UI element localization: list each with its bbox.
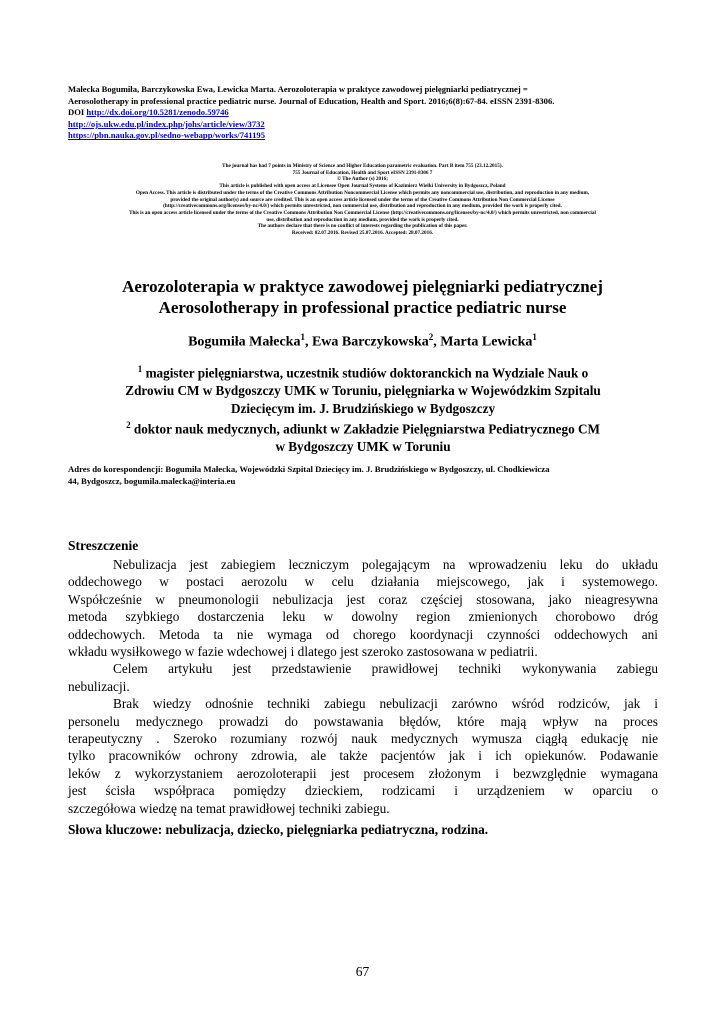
citation-line: Aerosolotherapy in professional practice pediatric nurse. Journal of Education, Health and Sport. 2016;6(8):67-84. eISSN 2391-8306. — [68, 95, 555, 106]
affiliations-block — [68, 361, 658, 456]
journal-info-line: Received: 02.07.2016. Revised 25.07.2016. Accepted: 28.07.2016. — [291, 230, 434, 237]
correspondence-address — [68, 463, 658, 487]
keywords: Słowa kluczowe: nebulizacja, dziecko, pielęgniarka pediatryczna, rodzina. — [68, 822, 489, 837]
journal-info-line: (http://creativecommons.org/licenses/by-nc/4.0/) which permits unrestricted, non commercial use, distribution and reproduction in any medium, provided the work is properly cited. — [163, 203, 562, 210]
journal-info-line: provided the original author(s) and source are credited. This is an open access article licensed under the terms of the Creative Commons Attribution Non Commercial License — [170, 196, 555, 203]
journal-info-line: The authors declare that there is no conflict of interests regarding the publication of this paper. — [257, 223, 468, 230]
abstract-line: personelu medycznego prowadzi do powstawania błędów, które mają wpływ na proces — [68, 713, 658, 729]
abstract-line: Brak wiedzy odnośnie techniki zabiegu nebulizacji zarówno wśród rodziców, jak i — [113, 696, 658, 712]
abstract-line: oddechowego w postaci aerozolu w celu działania miejscowego, jak i systemowego. — [68, 574, 658, 590]
journal-info-block — [60, 163, 665, 237]
abstract-line: oddechowych. Metoda ta nie wymaga od chorego koordynacji czynności oddechowych ani — [68, 626, 658, 642]
journal-article-link[interactable]: http://ojs.ukw.edu.pl/index.php/johs/article/view/3732 — [68, 118, 265, 129]
journal-info-line: © The Author (s) 2016; — [337, 176, 388, 183]
abstract-line: leków z wykorzystaniem aerozoloterapii jest procesem złożonym i bezwzględnie wymagana — [68, 765, 658, 781]
correspondence-line: 44, Bydgoszcz, bogumila.malecka@interia.eu — [68, 476, 236, 486]
abstract-line: nebulizacji. — [68, 678, 130, 694]
journal-info-line: This is an open access article licensed under the terms of the Creative Commons Attribution Non Commercial License (http://creativecommons.org/licenses/by-nc/4.0/) which permits unrestricted, non commercial — [129, 209, 596, 216]
pbn-link[interactable]: https://pbn.nauka.gov.pl/sedno-webapp/works/741195 — [68, 130, 266, 141]
citation-line: Małecka Bogumiła, Barczykowska Ewa, Lewicka Marta. Aerozoloterapia w praktyce zawodowej pielęgniarki pediatrycznej = — [68, 84, 528, 94]
abstract-body — [68, 556, 658, 817]
title-english: Aerosolotherapy in professional practice pediatric nurse — [158, 298, 567, 317]
doi-link[interactable]: http://dx.doi.org/10.5281/zenodo.59746 — [86, 107, 229, 118]
journal-info-line: use, distribution and reproduction in any medium, provided the work is properly cited. — [266, 216, 459, 223]
correspondence-line: Adres do korespondencji: Bogumiła Małecka, Wojewódzki Szpital Dziecięcy im. J. Brudzińskiego w Bydgoszczy, ul. Chodkiewicza — [68, 464, 550, 474]
citation-block — [68, 84, 658, 142]
affiliation-line: $^1$ magister pielęgniarstwa, uczestnik studiów doktoranckich na Wydziale Nauk o — [137, 364, 589, 381]
abstract-line: Nebulizacja jest zabiegiem leczniczym polegającym na wprowadzeniu leku do układu — [113, 557, 658, 572]
journal-info-line: The journal has had 7 points in Ministry of Science and Higher Education parametric evaluation. Part B item 755 (23.12.2015). — [222, 163, 503, 169]
abstract-line: Współcześnie w pneumonologii nebulizacja jest coraz częściej stosowana, jako nieagresywna — [68, 591, 658, 607]
page-number: 67 — [355, 964, 370, 979]
abstract-line: Celem artykułu jest przedstawienie prawidłowej techniki wykonywania zabiegu — [113, 661, 658, 677]
affiliation-line: Zdrowiu CM w Bydgoszczy UMK w Toruniu, pielęgniarka w Wojewódzkim Szpitalu — [125, 382, 601, 398]
journal-info-line: This article is published with open access at Licensee Open Journal Systems of Kazimierz Wielki University in Bydgoszcz, Poland — [219, 183, 506, 190]
article-title — [60, 276, 665, 318]
journal-info-line: 755 Journal of Education, Health and Sport eISSN 2391-8306 7 — [292, 169, 433, 176]
author-affiliation-mark: 2 — [428, 332, 434, 342]
affiliation-line: Dziecięcym im. J. Brudzińskiego w Bydgoszczy — [230, 400, 496, 416]
abstract-line: terapeutyczny . Szeroko rozumiany rozwój nauk medycznych wymusza ciągłą edukację nie — [68, 731, 658, 747]
author-name: Bogumiła Małecka — [188, 334, 301, 350]
author-list: Bogumiła Małecka$^1$, Ewa Barczykowska$^2$, Marta Lewicka$^1$ — [188, 332, 537, 350]
author-name: Marta Lewicka — [440, 334, 533, 350]
abstract-line: metoda szybkiego dostarczenia leku w dowolny region zmienionych chorobowo dróg — [68, 609, 658, 625]
abstract-line: tylko pracowników ochrony zdrowia, ale także pacjentów jak i ich opiekunów. Podawanie — [68, 748, 658, 764]
affiliation-mark: 1 — [137, 364, 143, 374]
author-name: Ewa Barczykowska — [311, 334, 429, 350]
abstract-heading: Streszczenie — [68, 538, 139, 553]
journal-info-line: Open Access. This article is distributed under the terms of the Creative Commons Attribution Noncommercial License which permits any noncommercial use, distribution, and reproduction in any medium, — [135, 189, 590, 196]
affiliation-line: $^2$ doktor nauk medycznych, adiunkt w Zakładzie Pielęgniarstwa Pediatrycznego CM — [126, 420, 600, 437]
abstract-line: szczegółowa wiedzę na temat prawidłowej techniki zabiegu. — [68, 800, 390, 816]
author-affiliation-mark: 1 — [532, 332, 537, 342]
affiliation-line: w Bydgoszczy UMK w Toruniu — [275, 439, 451, 455]
abstract-line: jest ścisła współpraca pomiędzy dzieckiem, rodzicami i urządzeniem w oparciu o — [68, 783, 658, 799]
abstract-line: wkładu wysiłkowego w fazie wdechowej i dlatego jest szeroko zastosowana w pediatrii. — [68, 644, 538, 660]
author-affiliation-mark: 1 — [300, 332, 305, 342]
affiliation-mark: 2 — [126, 420, 131, 431]
citation-doi-line — [68, 107, 658, 119]
doi-prefix: DOI — [68, 107, 87, 118]
title-polish: Aerozoloterapia w praktyce zawodowej pielęgniarki pediatrycznej — [122, 277, 603, 296]
